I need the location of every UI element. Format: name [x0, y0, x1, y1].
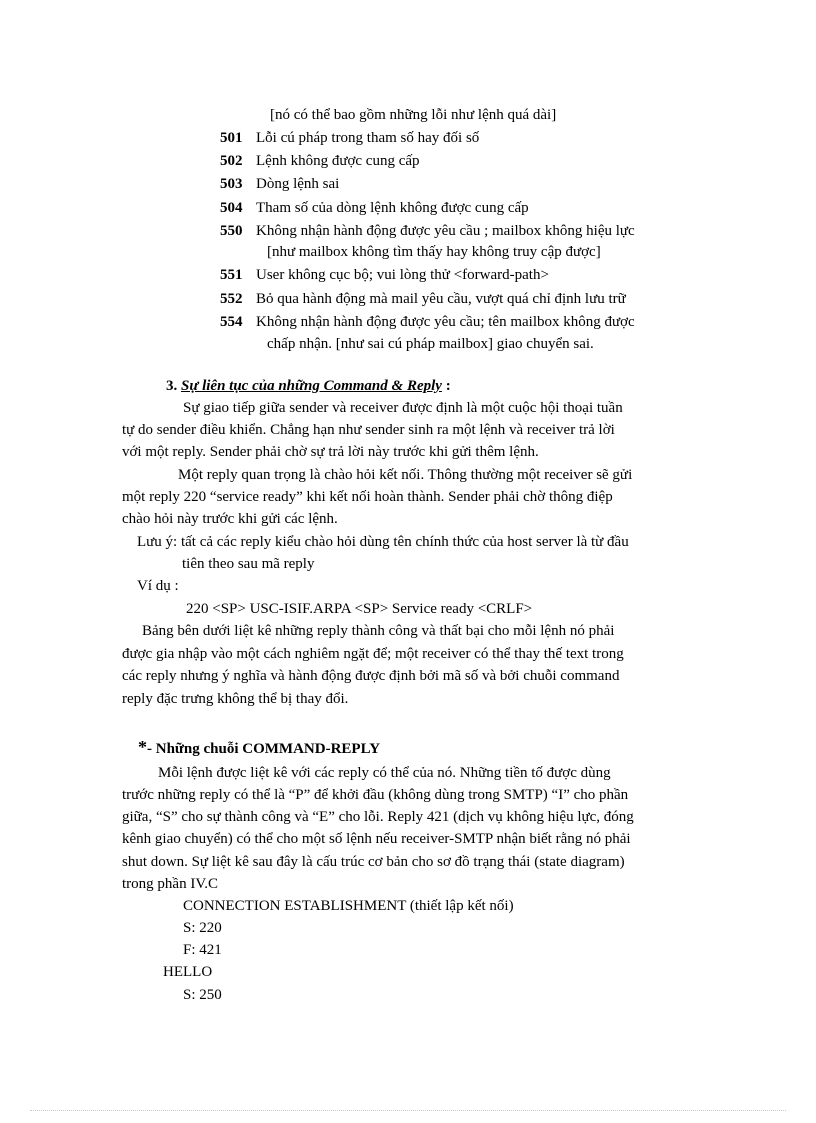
- reply-code: 501: [220, 130, 243, 146]
- code-row-550: [220, 221, 635, 241]
- para-line: với một reply. Sender phải chờ sự trả lời này trước khi gửi thêm lệnh.: [122, 444, 539, 460]
- para-line: trước những reply có thể là “P” để khởi đầu (không dùng trong SMTP) “I” cho phần: [122, 787, 629, 803]
- reply-text: Lỗi cú pháp trong tham số hay đối số: [256, 130, 480, 146]
- reply-s220: S: 220: [183, 920, 222, 936]
- reply-s250: S: 250: [183, 987, 222, 1003]
- code-row-503: [220, 174, 339, 194]
- reply-text: Không nhận hành động được yêu cầu ; mailbox không hiệu lực: [256, 223, 635, 239]
- note-line: Lưu ý: tất cả các reply kiểu chào hỏi dùng tên chính thức của host server là từ đầu: [137, 534, 629, 550]
- reply-code: 551: [220, 267, 243, 283]
- reply-code: 504: [220, 200, 243, 216]
- para-line: Bảng bên dưới liệt kê những reply thành công và thất bại cho mỗi lệnh nó phải: [142, 623, 615, 639]
- code-row-550-cont: [như mailbox không tìm thấy hay không truy cập được]: [267, 244, 601, 260]
- para-line: Mỗi lệnh được liệt kê với các reply có thể của nó. Những tiền tố được dùng: [158, 765, 611, 781]
- page-bottom-rule: [30, 1110, 786, 1111]
- code-row-552: [220, 289, 626, 309]
- reply-code: 503: [220, 176, 243, 192]
- code-row-554-cont: chấp nhận. [như sai cú pháp mailbox] giao chuyển sai.: [267, 336, 594, 352]
- para-line: Một reply quan trọng là chào hỏi kết nối. Thông thường một receiver sẽ gửi: [178, 467, 633, 483]
- example-line: 220 <SP> USC-ISIF.ARPA <SP> Service ready <CRLF>: [186, 601, 533, 617]
- para-line: một reply 220 “service ready” khi kết nối hoàn thành. Sender phải chờ thông điệp: [122, 489, 613, 505]
- code-note: [nó có thể bao gồm những lỗi như lệnh quá dài]: [270, 107, 557, 123]
- para-line: trong phần IV.C: [122, 876, 218, 892]
- connection-establishment: CONNECTION ESTABLISHMENT (thiết lập kết nối): [183, 898, 514, 914]
- code-row-551: [220, 265, 549, 285]
- reply-text: Không nhận hành động được yêu cầu; tên mailbox không được: [256, 314, 635, 330]
- section3-heading: [166, 376, 451, 396]
- reply-text: Tham số của dòng lệnh không được cung cấp: [256, 200, 529, 216]
- reply-text: User không cục bộ; vui lòng thử <forward-path>: [256, 267, 549, 283]
- example-label: Ví dụ :: [137, 578, 179, 594]
- reply-code: 550: [220, 223, 243, 239]
- note-line: tiên theo sau mã reply: [182, 556, 315, 572]
- para-line: reply đặc trưng không thể bị thay đổi.: [122, 691, 349, 707]
- reply-text: Dòng lệnh sai: [256, 176, 340, 192]
- reply-code: 502: [220, 153, 243, 169]
- reply-f421: F: 421: [183, 942, 222, 958]
- section-cr-title: - Những chuỗi COMMAND-REPLY: [147, 741, 381, 757]
- section-cr-heading: [138, 737, 380, 759]
- section3-number: 3.: [166, 378, 178, 394]
- reply-code: 552: [220, 291, 243, 307]
- reply-text: Lệnh không được cung cấp: [256, 153, 420, 169]
- hello-command: HELLO: [163, 964, 213, 980]
- code-row-501: [220, 128, 479, 148]
- para-line: giữa, “S” cho sự thành công và “E” cho lỗi. Reply 421 (dịch vụ không hiệu lực, đóng: [122, 809, 634, 825]
- para-line: Sự giao tiếp giữa sender và receiver được định là một cuộc hội thoại tuần: [183, 400, 623, 416]
- section3-title: Sự liên tục của những Command & Reply: [181, 378, 442, 394]
- code-row-554: [220, 312, 635, 332]
- code-row-504: [220, 198, 529, 218]
- para-line: kênh giao chuyển) có thể cho một số lệnh nếu receiver-SMTP nhận biết rằng nó phải: [122, 831, 631, 847]
- section3-colon: :: [445, 378, 451, 394]
- code-row-502: [220, 151, 420, 171]
- bullet-star: *: [138, 737, 147, 757]
- para-line: các reply nhưng ý nghĩa và hành động được định bởi mã số và bởi chuỗi command: [122, 668, 620, 684]
- para-line: shut down. Sự liệt kê sau đây là cấu trúc cơ bản cho sơ đồ trạng thái (state diagram): [122, 854, 625, 870]
- para-line: được gia nhập vào một cách nghiêm ngặt để; một receiver có thể thay thế text trong: [122, 646, 624, 662]
- reply-code: 554: [220, 314, 243, 330]
- reply-text: Bỏ qua hành động mà mail yêu cầu, vượt quá chỉ định lưu trữ: [256, 291, 626, 307]
- para-line: tự do sender điều khiển. Chẳng hạn như sender sinh ra một lệnh và receiver trả lời: [122, 422, 615, 438]
- para-line: chào hỏi này trước khi gửi các lệnh.: [122, 511, 338, 527]
